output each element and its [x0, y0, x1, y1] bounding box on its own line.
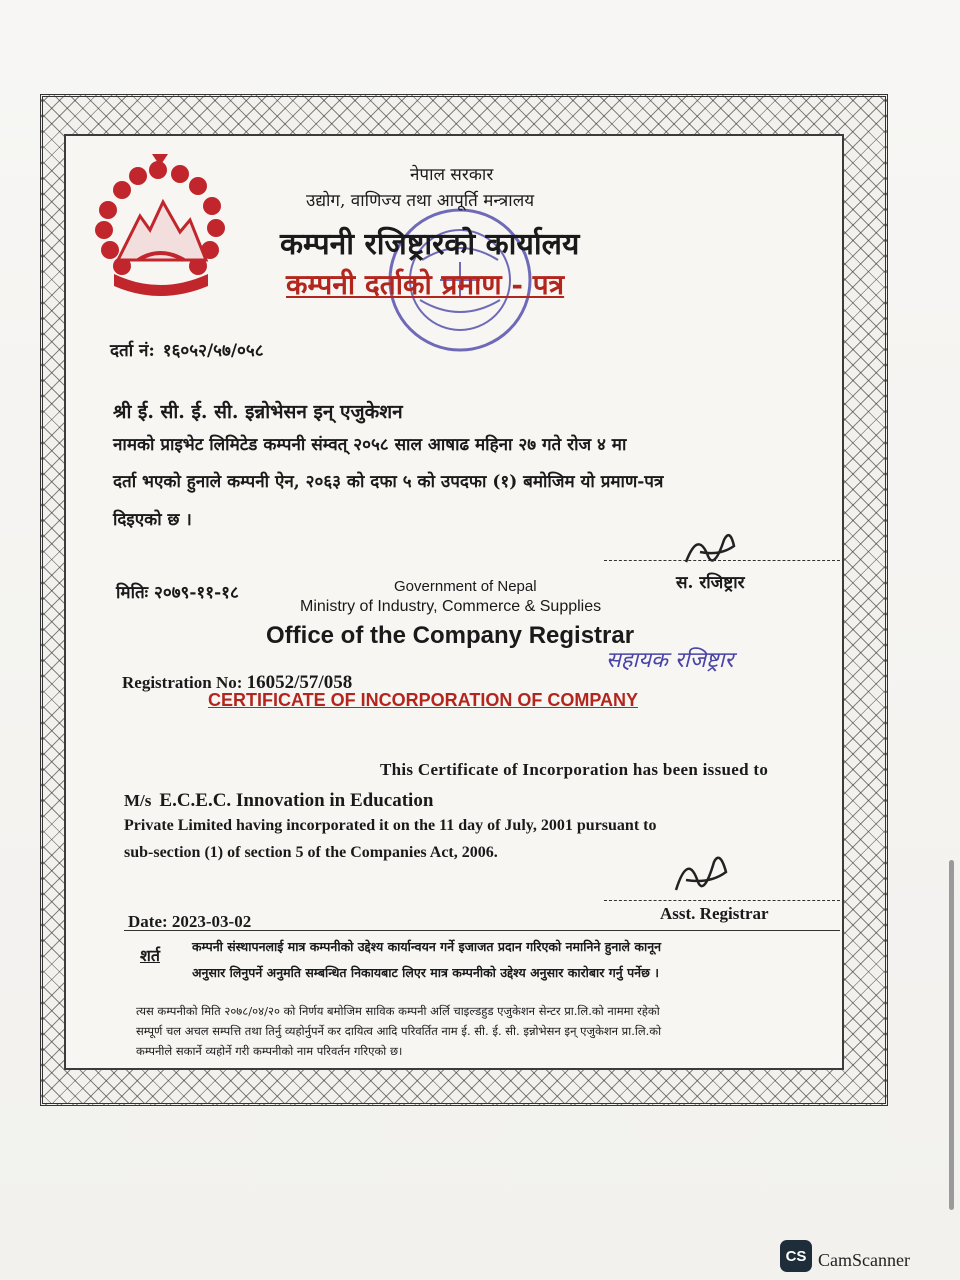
- nepali-body-line-3: दिइएको छ ।: [113, 510, 192, 530]
- nepali-reg-value: १६०५२/५७/०५८: [162, 341, 264, 361]
- nepali-reg-label: दर्ता नं:: [110, 341, 155, 361]
- ms-label: M/s: [124, 791, 152, 810]
- nepali-certificate-title: कम्पनी दर्ताको प्रमाण - पत्र: [286, 268, 565, 301]
- nepali-body-line-1: नामको प्राइभेट लिमिटेड कम्पनी संम्वत् २०५८ साल आषाढ महिना २७ गते रोज ४ मा: [113, 435, 627, 455]
- english-reg-label: Registration No:: [122, 673, 243, 692]
- english-company-name: E.C.E.C. Innovation in Education: [159, 790, 434, 811]
- camscanner-logo-icon: CS: [780, 1240, 812, 1272]
- divider: [124, 930, 840, 931]
- conditions-label: शर्त: [140, 946, 161, 965]
- note-line-2: सम्पूर्ण चल अचल सम्पत्ति तथा तिर्नु व्यहोर्नुपर्ने कर दायित्व आदि परिवर्तित नाम ई. सी. ई. सी. इन्नोभेसन इन् एजुकेशन प्रा.लि.को: [136, 1024, 662, 1038]
- nepali-company-name: श्री ई. सी. ई. सी. इन्नोभेसन इन् एजुकेशन: [113, 401, 403, 423]
- nepali-date: मितिः २०७९-११-१८: [116, 583, 239, 603]
- camscanner-brand: CamScanner: [818, 1250, 910, 1270]
- signature-line: [604, 560, 840, 561]
- scrollbar[interactable]: [949, 860, 954, 1210]
- nepali-registration: [110, 338, 264, 361]
- english-office-title: Office of the Company Registrar: [266, 622, 635, 649]
- nepali-body-line-2: दर्ता भएको हुनाले कम्पनी ऐन, २०६३ को दफा ५ को उपदफा (१) बमोजिम यो प्रमाण-पत्र: [113, 472, 664, 492]
- nepal-emblem-icon: [88, 150, 233, 300]
- handwritten-note: सहायक रजिष्ट्रार: [606, 648, 734, 673]
- english-reg-value: 16052/57/058: [246, 672, 353, 693]
- english-body-line-2: Private Limited having incorporated it on the 11 day of July, 2001 pursuant to: [124, 817, 657, 834]
- note-line-3: कम्पनीले सकार्ने व्यहोर्ने गरी कम्पनीको नाम परिवर्तन गरिएको छ।: [136, 1044, 403, 1058]
- english-certificate-title: CERTIFICATE OF INCORPORATION OF COMPANY: [208, 690, 638, 710]
- nepali-ministry: उद्योग, वाणिज्य तथा आपूर्ति मन्त्रालय: [306, 191, 535, 211]
- signature-line-2: [604, 900, 840, 901]
- conditions-line-1: कम्पनी संस्थापनलाई मात्र कम्पनीको उद्देश्य कार्यान्वयन गर्ने इजाजत प्रदान गरिएको नमानिने हुनाले कानून: [192, 939, 662, 954]
- asst-registrar-signature-icon: [668, 850, 732, 902]
- english-body-line-3: sub-section (1) of section 5 of the Companies Act, 2006.: [124, 844, 498, 861]
- english-company: [124, 790, 433, 812]
- english-government: Government of Nepal: [394, 578, 537, 595]
- english-ministry: Ministry of Industry, Commerce & Supplies: [300, 598, 602, 615]
- conditions-line-2: अनुसार लिनुपर्ने अनुमति सम्बन्धित निकायबाट लिएर मात्र कम्पनीको उद्देश्य अनुसार कारोबार गर्नु पर्नेछ ।: [192, 965, 659, 980]
- english-signatory: Asst. Registrar: [660, 904, 769, 923]
- nepali-office-title: कम्पनी रजिष्ट्रारको कार्यालय: [280, 227, 580, 262]
- english-body-line-1: This Certificate of Incorporation has been issued to: [380, 760, 769, 779]
- note-line-1: त्यस कम्पनीको मिति २०७८/०४/२० को निर्णय बमोजिम साविक कम्पनी अर्लि चाइल्डहुड एजुकेशन सेन्टर प्रा.लि.को नाममा रहेको: [136, 1004, 660, 1018]
- registrar-signature-icon: [680, 526, 740, 576]
- nepali-signatory: स. रजिष्ट्रार: [676, 573, 745, 593]
- english-date: Date: 2023-03-02: [128, 912, 252, 931]
- nepali-government: नेपाल सरकार: [410, 165, 494, 185]
